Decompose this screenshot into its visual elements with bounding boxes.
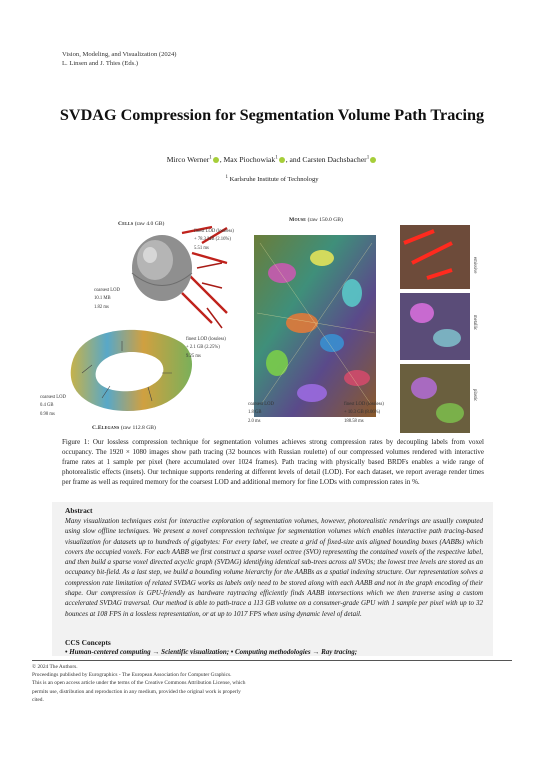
author-3: Carsten Dachsbacher	[302, 155, 367, 164]
abstract-heading: Abstract	[65, 506, 93, 515]
author-2-affil: 1	[275, 155, 278, 161]
footer-line: This is an open access article under the terms of the Creative Commons Attribution License, which	[32, 680, 246, 687]
author-separator: , and	[285, 155, 303, 164]
teaser-figure	[32, 213, 510, 435]
figure-caption: Figure 1: Our lossless compression technique for segmentation volumes achieves strong compression rates by decoupling labels from voxel occupancy. The 1920 × 1080 images show path tracing (32 bounces with Russian roulette) of our compressed volumes rendered with interactive frame rates at 1 sample per pixel (here accumulated over 1024 frames). Path tracing with physically based BRDFs enables a wide range of photorealistic effects (insets). Our technique supports rendering at different levels of detail (LOD). For each dataset, we report average render times per frame as well as required memory for the coarsest LOD and additional memory for fine LODs with compression rates in %.	[62, 438, 484, 486]
elegans-label: C.Elegans (raw 112.8 GB)	[92, 425, 156, 431]
plastic-inset	[400, 364, 470, 433]
paper-title: SVDAG Compression for Segmentation Volume Path Tracing	[59, 106, 485, 124]
footer-line: Proceedings published by Eurographics - The European Association for Computer Graphics.	[32, 672, 232, 679]
orcid-icon[interactable]	[279, 157, 285, 163]
affiliation-marker: 1	[225, 175, 228, 180]
footer-line: © 2024 The Authors.	[32, 664, 78, 670]
ccs-concepts: • Human-centered computing → Scientific visualization; • Computing methodologies → Ray tracing;	[65, 648, 358, 656]
material-insets	[400, 225, 470, 433]
emissive-inset	[400, 225, 470, 289]
mouse-finest-annotation: finest LOD (lossless) + 10.3 GB (8.06%) 188.58 ms	[344, 402, 384, 424]
editors-line: L. Linsen and J. Thies (Eds.)	[62, 60, 139, 67]
orcid-icon[interactable]	[213, 157, 219, 163]
elegans-finest-annotation: finest LOD (lossless) + 2.1 GB (2.25%) 9.25 ms	[186, 337, 226, 359]
footer-line: permits use, distribution and reproduction in any medium, provided the original work is properly	[32, 688, 241, 695]
plastic-label: plastic	[472, 389, 477, 402]
footer-divider	[32, 660, 512, 661]
cells-label: Cells (raw 4.0 GB)	[118, 221, 165, 227]
affiliation-name: Karlsruhe Institute of Technology	[229, 176, 319, 184]
metallic-label: metallic	[472, 315, 477, 331]
author-3-affil: 1	[366, 155, 370, 161]
metallic-inset	[400, 293, 470, 360]
author-1: Mirco Werner	[166, 155, 210, 164]
author-1-affil: 1	[209, 155, 212, 161]
running-header	[62, 50, 176, 68]
venue-line: Vision, Modeling, and Visualization (2024)	[62, 51, 177, 58]
cells-coarsest-annotation: coarsest LOD 10.1 MB 1.82 ms	[94, 288, 120, 310]
abstract-text: Many visualization techniques exist for interactive exploration of segmentation volumes, however, photorealistic renderings are usually computed using slow offline techniques. We present a novel compression technique for segmentation volumes which enables interactive path tracing-based visualization for datasets up to hundreds of gigabytes: For every label, we create a grid of fixed-size axis aligned bounding boxes (AABBs) which covers the occupied voxels. For each AABB we first construct a sparse voxel octree (SVO) representing the contained voxels of the respective label, and then build a sparse voxel directed acyclic graph (SVDAG) identifying identical sub-trees across all SVOs; the lowest tree levels are stored as an occupancy bit-field. As a last step, we build a bounding volume hierarchy for the AABBs as a spatial indexing structure. Our representation solves a compression rate limitation of related SVDAG works as labels only need to be stored along with each AABB and not in the graph encoding of their shape. Our compression is GPU-friendly as hardware raytracing efficiently finds AABB intersections which we then traverse using a custom accelerated SVDAG traversal. Our method is able to path-trace a 113 GB volume on a consumer-grade GPU with 1 sample per pixel with up to 32 bounces at 108 FPS in a lossless representation, or at up to 1017 FPS when using dynamic level of detail.	[65, 517, 483, 618]
author-2: Max Piochowiak	[223, 155, 276, 164]
footer-line: cited.	[32, 696, 44, 703]
elegans-render	[71, 330, 192, 411]
copyright-footer	[32, 663, 412, 704]
mouse-label: Mouse (raw 150.0 GB)	[289, 217, 343, 223]
cells-finest-annotation: finest LOD (lossless) + 78.3 MB (2.16%) 5.51 ms	[194, 229, 234, 251]
emissive-label: emissive	[472, 257, 477, 274]
author-separator: ,	[219, 155, 224, 164]
author-list	[0, 155, 544, 164]
elegans-coarsest-annotation: coarsest LOD 0.4 GB 0.98 ms	[40, 395, 66, 417]
ccs-heading: CCS Concepts	[65, 638, 111, 647]
mouse-render	[254, 235, 376, 417]
orcid-icon[interactable]	[370, 157, 376, 163]
mouse-coarsest-annotation: coarsest LOD 1.8 GB 2.0 ms	[248, 402, 274, 424]
affiliation	[0, 175, 544, 183]
